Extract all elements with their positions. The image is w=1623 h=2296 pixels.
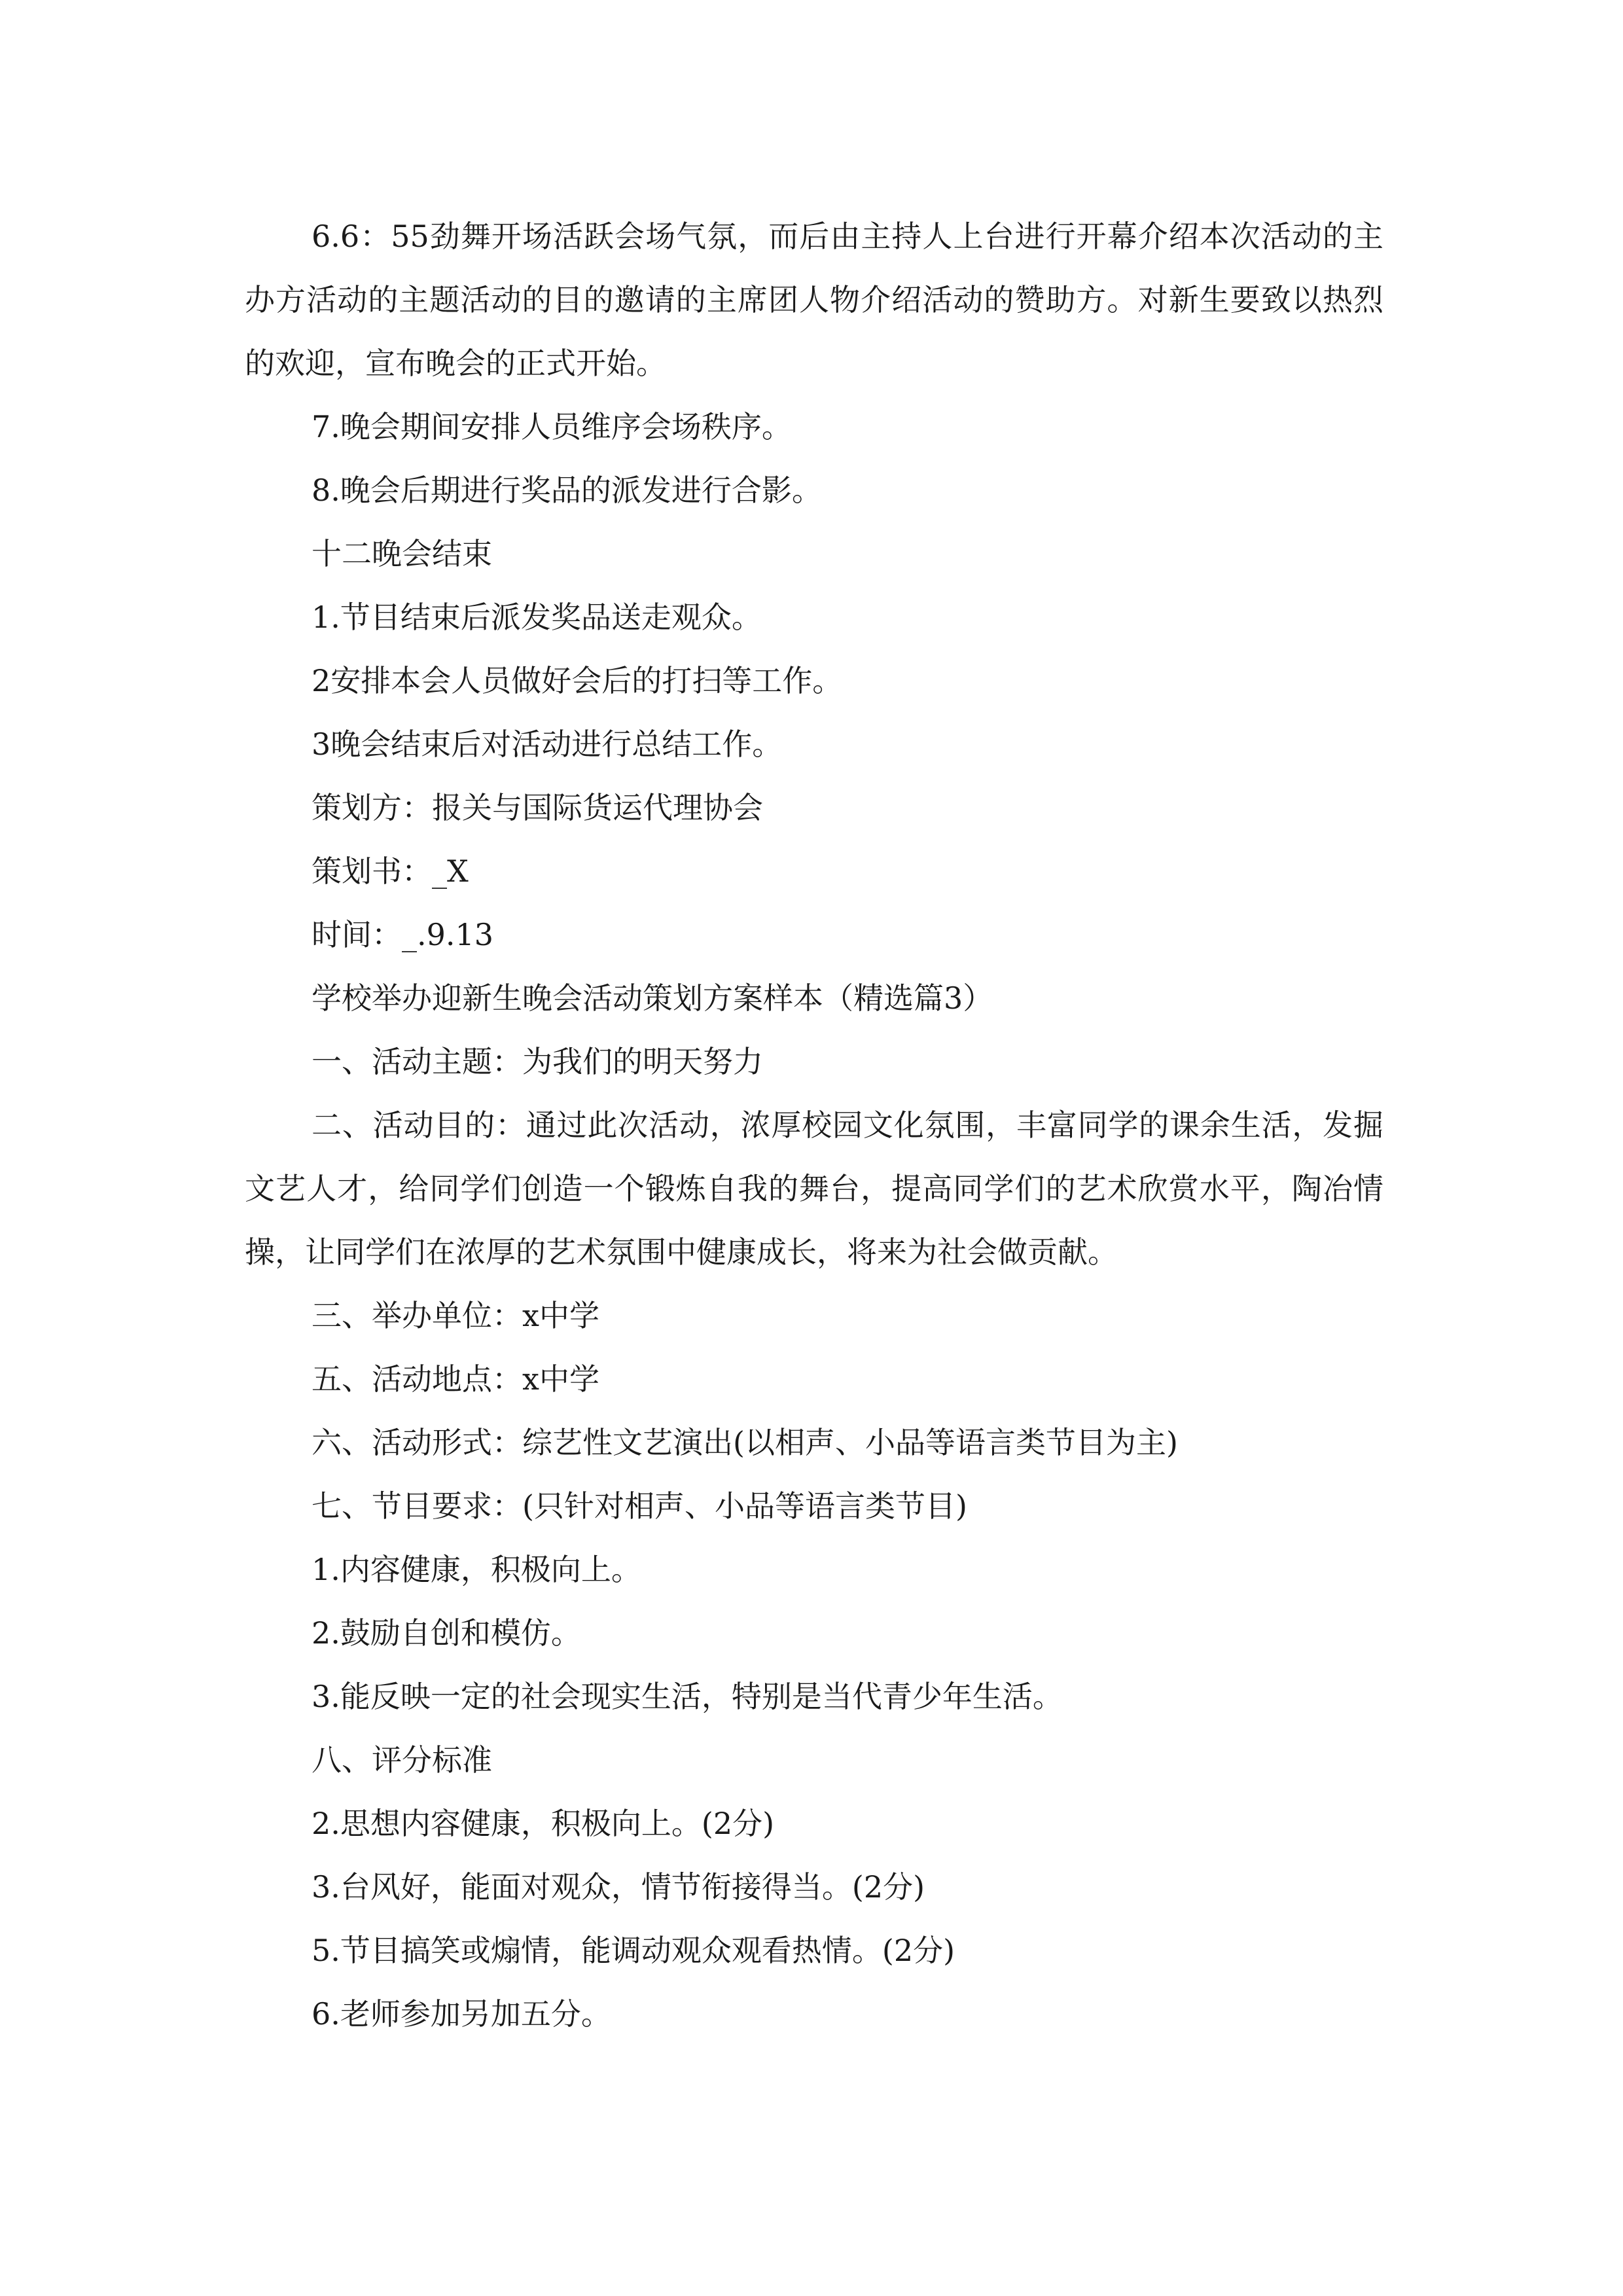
- list-item-summary: 3晚会结束后对活动进行总结工作。: [312, 726, 783, 762]
- activity-format: 六、活动形式：综艺性文艺演出(以相声、小品等语言类节目为主): [312, 1425, 1178, 1460]
- scoring-item-3: 3.台风好，能面对观众，情节衔接得当。(2分): [312, 1869, 925, 1905]
- requirement-item-3: 3.能反映一定的社会现实生活，特别是当代青少年生活。: [312, 1679, 1063, 1714]
- scoring-item-2: 2.思想内容健康，积极向上。(2分): [312, 1806, 775, 1841]
- program-requirements: 七、节目要求：(只针对相声、小品等语言类节目): [312, 1488, 967, 1524]
- section-heading-party-end: 十二晚会结束: [312, 536, 492, 571]
- date-line: 时间：_.9.13: [312, 917, 494, 952]
- activity-purpose: 二、活动目的：通过此次活动，浓厚校园文化氛围，丰富同学的课余生活，发掘文艺人才，给同学们创造一个锻炼自我的舞台，提高同学们的艺术欣赏水平，陶冶情操，让同学们在浓厚的艺术氛围中健康成长，将来为社会做贡献。: [245, 1107, 1383, 1270]
- scoring-item-6: 6.老师参加另加五分。: [312, 1996, 611, 2032]
- organizer: 三、举办单位：x中学: [312, 1298, 599, 1333]
- list-item-cleanup: 2安排本会人员做好会后的打扫等工作。: [312, 663, 843, 698]
- requirement-item-2: 2.鼓励自创和模仿。: [312, 1615, 581, 1651]
- activity-theme: 一、活动主题：为我们的明天努力: [312, 1044, 763, 1079]
- plan-document-line: 策划书：_X: [312, 853, 469, 889]
- scoring-criteria-heading: 八、评分标准: [312, 1742, 492, 1778]
- requirement-item-1: 1.内容健康，积极向上。: [312, 1552, 641, 1587]
- venue: 五、活动地点：x中学: [312, 1361, 599, 1397]
- paragraph-prize-photo: 8.晚会后期进行奖品的派发进行合影。: [312, 473, 822, 508]
- scoring-item-5: 5.节目搞笑或煽情，能调动观众观看热情。(2分): [312, 1933, 955, 1968]
- section-title-plan-3: 学校举办迎新生晚会活动策划方案样本（精选篇3）: [312, 980, 993, 1016]
- list-item-send-off: 1.节目结束后派发奖品送走观众。: [312, 600, 762, 635]
- document-body: [245, 205, 1383, 2046]
- planner-line: 策划方：报关与国际货运代理协会: [312, 790, 763, 825]
- paragraph-opening-dance: 6.6：55劲舞开场活跃会场气氛，而后由主持人上台进行开幕介绍本次活动的主办方活动的主题活动的目的邀请的主席团人物介绍活动的赞助方。对新生要致以热烈的欢迎，宣布晚会的正式开始。: [245, 219, 1383, 381]
- paragraph-order-maintenance: 7.晚会期间安排人员维序会场秩序。: [312, 409, 792, 444]
